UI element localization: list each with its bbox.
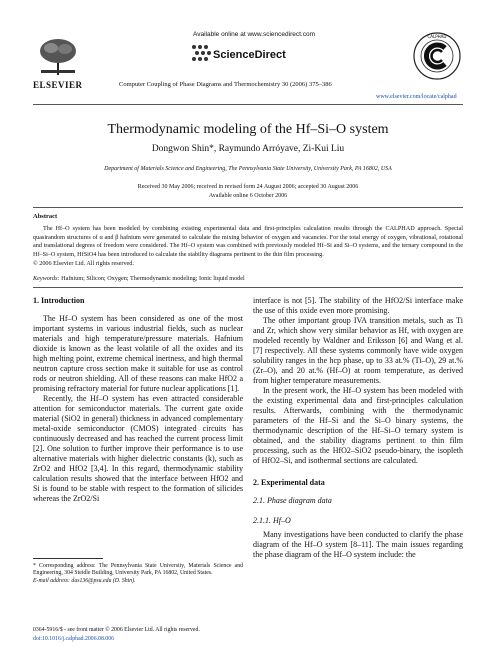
footnote-divider: [33, 558, 103, 559]
article-authors: Dongwon Shin*, Raymundo Arróyave, Zi-Kui Liu: [151, 144, 345, 154]
author-affiliation: Department of Materials Science and Engineering, The Pennsylvania State University, University Park, PA 16802, USA: [104, 166, 392, 172]
intro-paragraph-3: interface is not [5]. The stability of the HfO2/Si interface make the use of this oxide even more promising.: [253, 296, 463, 315]
article-history: Received 30 May 2006; received in revised form 24 August 2006; accepted 30 August 2006: [137, 184, 359, 190]
available-online-text: Available online at www.sciencedirect.com: [193, 31, 315, 38]
intro-paragraph-2: Recently, the Hf–O system has even attracted considerable attention for semiconductor materials. The current gate oxide material (SiO2 in general) thickness in advanced complementary metal-oxide semiconductor (CMOS) integrated circuits has continuously decreased and has reached the current process limit [2]. One solution to further improve their performance is to use alternative materials with higher dielectric constants (k), such as ZrO2 and HfO2 [3,4]. In this regard, thermodynamic stability calculation results showed that the interface between HfO2 and Si is found to be stable with respect to the formation of silicides whereas the ZrO2/Si: [33, 394, 243, 503]
keywords-divider: [33, 287, 463, 288]
keywords-list: Hafnium; Silicon; Oxygen; Thermodynamic modeling; Ionic liquid model: [59, 275, 245, 282]
intro-paragraph-5: In the present work, the Hf–O system has been modeled with the existing experimental data and first-principles calculation results. Afterwards, combining with the thermodynamic parameters of the Hf–Si and the Si–O binary systems, the thermodynamic description of the Hf–Si–O ternary system is obtained, and the stability diagrams pertinent to thin film processing, such as the HfO2–SiO2 pseudo-binary, the isopleth of HfO2–Si, and isothermal sections are calculated.: [253, 386, 463, 465]
journal-citation: Computer Coupling of Phase Diagrams and Thermochemistry 30 (2006) 375–386: [119, 81, 332, 88]
doi-link[interactable]: doi:10.1016/j.calphad.2006.08.006: [33, 636, 114, 642]
section-heading-introduction: 1. Introduction: [33, 296, 85, 305]
journal-homepage-link[interactable]: www.elsevier.com/locate/calphad: [376, 94, 457, 100]
elsevier-tree-logo: [33, 37, 83, 77]
corresponding-author-footnote: [33, 563, 243, 585]
footnote-email[interactable]: E-mail address: dus136@psu.edu (D. Shin).: [33, 577, 136, 584]
svg-text:CALPHAD: CALPHAD: [427, 34, 447, 39]
intro-paragraph-1: The Hf–O system has been considered as one of the most important systems in various industrial fields, such as nuclear materials and high temperature/pressure materials. Hafnium dioxide is known as the least volatile of all the oxides and its high melting point, extreme chemical inertness, and high thermal neutron capture cross section make it suitable for use as control rods or neutron shielding. All of these reasons can make HfO2 a promising refractory material for future nuclear applications [1].: [33, 314, 243, 393]
online-date: Available online 6 October 2006: [208, 193, 288, 199]
footnote-address: * Corresponding address: The Pennsylvania State University, Materials Science and Engineering, 304 Steidle Building, University Park, PA 16802, United States.: [33, 563, 243, 577]
header-divider: [33, 104, 463, 105]
keywords-line: [33, 275, 245, 282]
article-title: Thermodynamic modeling of the Hf–Si–O system: [107, 122, 389, 137]
subsubsection-heading-hf-o: 2.1.1. Hf–O: [253, 516, 291, 525]
left-column: [33, 296, 243, 504]
right-column: [253, 296, 463, 560]
publisher-name: ELSEVIER: [33, 80, 83, 90]
sciencedirect-logo-icon: [190, 43, 212, 63]
abstract-text: The Hf–O system has been modeled by combining existing experimental data and first-principles calculation results through the CALPHAD approach. Special quasirandom structures of α and β hafnium were generated to calculate the mixing behavior of oxygen and vacancies. For the total energy of oxygen, vibrational, rotational and translational degrees of freedom were considered. The Hf–O system was combined with previously modeled Hf–Si and Si–O systems, and the ternary compound in the Hf–Si–O system, HfSiO4 has been introduced to calculate the stability diagrams pertinent to the thin film processing.: [33, 225, 463, 258]
intro-paragraph-4: The other important group IVA transition metals, such as Ti and Zr, which show very similar behavior as Hf, with oxygen are modeled recently by Waldner and Eriksson [6] and Wang et al. [7] respectively. All these systems commonly have wide oxygen solubility ranges in the hcp phase, up to 33 at.% (Ti–O), 29 at.% (Zr–O), and 20 at.% (Hf–O) at room temperature, as derived from higher temperature measurements.: [253, 316, 463, 385]
calphad-seal-icon: [412, 31, 462, 81]
keywords-label: Keywords:: [33, 275, 60, 282]
issn-line: 0364-5916/$ - see front matter © 2006 Elsevier Ltd. All rights reserved.: [33, 627, 200, 633]
subsection-heading-phase-diagram: 2.1. Phase diagram data: [253, 496, 332, 505]
sciencedirect-wordmark: ScienceDirect: [213, 49, 286, 61]
section-heading-experimental: 2. Experimental data: [253, 478, 325, 487]
abstract-copyright: © 2006 Elsevier Ltd. All rights reserved.: [33, 260, 134, 267]
abstract-divider: [33, 207, 463, 208]
experimental-paragraph-1: Many investigations have been conducted to clarify the phase diagram of the Hf–O system [8–11]. The main issues regarding the phase diagram of the Hf–O system include: the: [253, 530, 463, 559]
abstract-heading: Abstract: [33, 213, 58, 220]
